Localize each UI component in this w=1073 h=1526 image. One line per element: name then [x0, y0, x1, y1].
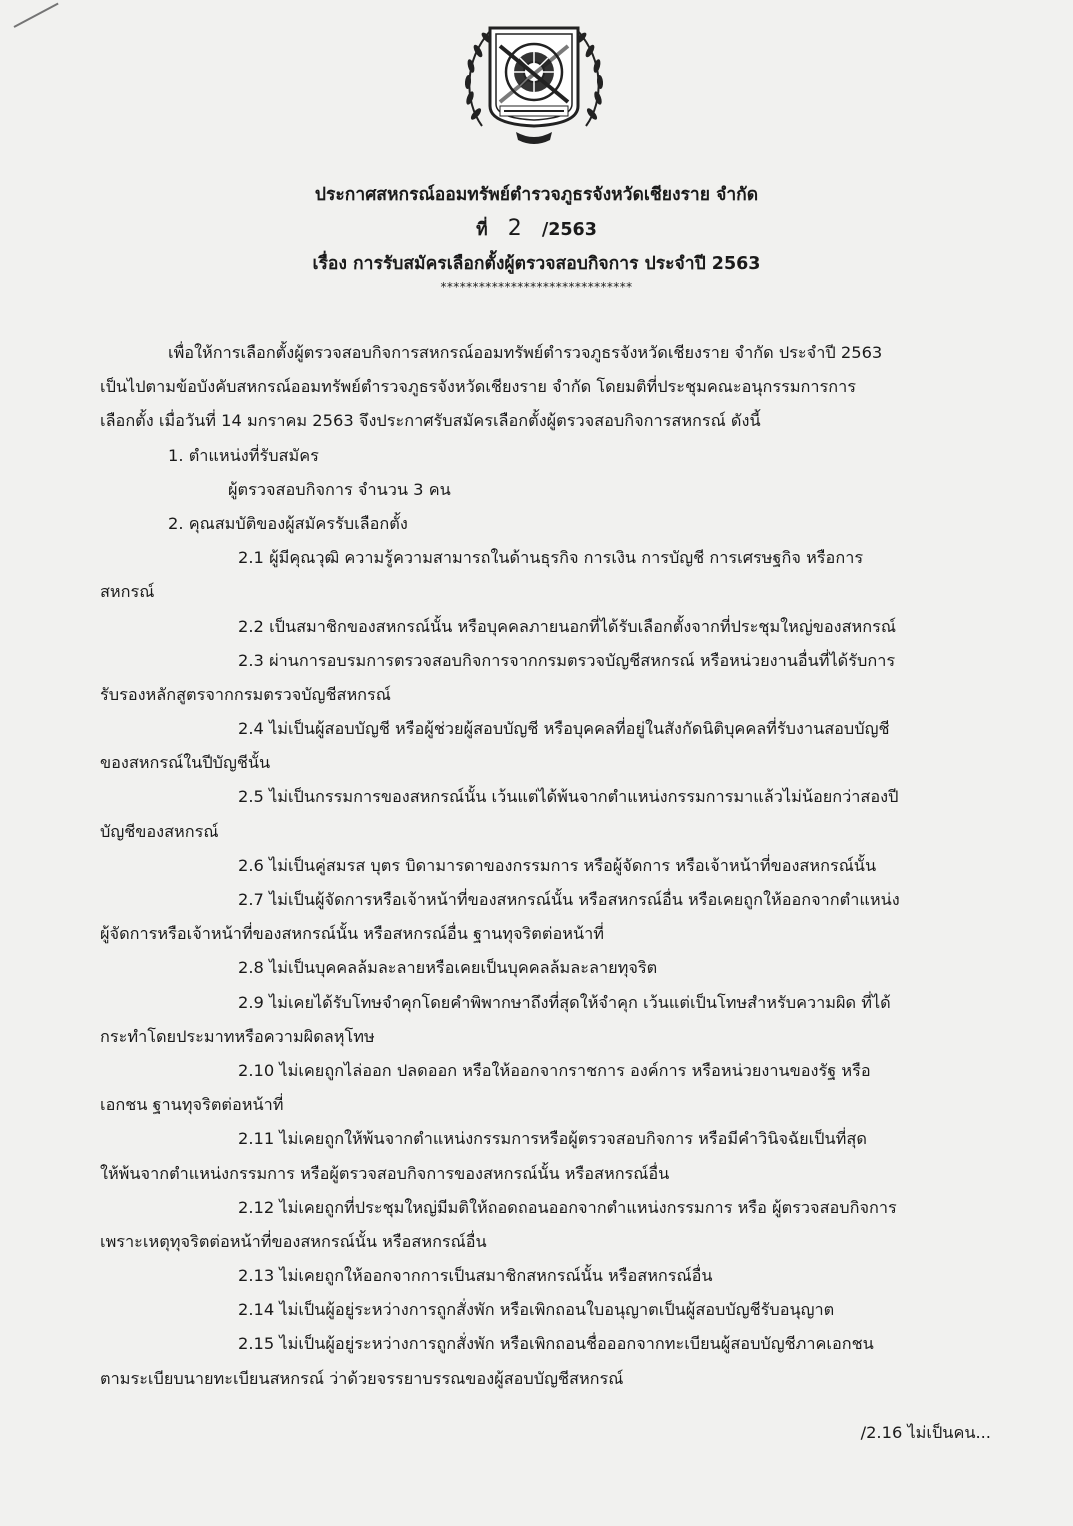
number-year: /2563	[541, 220, 597, 240]
item-2-7: 2.7 ไม่เป็นผู้จัดการหรือเจ้าหน้าที่ของสหกรณ์นั้น หรือสหกรณ์อื่น หรือเคยถูกให้ออกจากตำแหน่ง	[238, 890, 900, 909]
item-2-11-cont: ให้พ้นจากตำแหน่งกรรมการ หรือผู้ตรวจสอบกิจการของสหกรณ์นั้น หรือสหกรณ์อื่น	[100, 1163, 670, 1183]
item-2-11: 2.11 ไม่เคยถูกให้พ้นจากตำแหน่งกรรมการหรือผู้ตรวจสอบกิจการ หรือมีคำวินิจฉัยเป็นที่สุด	[238, 1129, 867, 1149]
document-body	[100, 336, 993, 1396]
continuation-note: /2.16 ไม่เป็นคน...	[860, 1423, 991, 1442]
item-2-10-cont: เอกชน ฐานทุจริตต่อหน้าที่	[100, 1095, 284, 1115]
section-1-detail: ผู้ตรวจสอบกิจการ จำนวน 3 คน	[228, 479, 451, 499]
item-2-7-cont: ผู้จัดการหรือเจ้าหน้าที่ของสหกรณ์นั้น หรือสหกรณ์อื่น ฐานทุจริตต่อหน้าที่	[100, 924, 604, 944]
item-2-15: 2.15 ไม่เป็นผู้อยู่ระหว่างการถูกสั่งพัก หรือเพิกถอนชื่อออกจากทะเบียนผู้สอบบัญชีภาคเอกชน	[238, 1334, 874, 1354]
item-2-5-cont: บัญชีของสหกรณ์	[100, 821, 219, 841]
item-2-4: 2.4 ไม่เป็นผู้สอบบัญชี หรือผู้ช่วยผู้สอบบัญชี หรือบุคคลที่อยู่ในสังกัดนิติบุคคลที่รับงานสอบบัญชี	[238, 719, 890, 739]
item-2-8: 2.8 ไม่เป็นบุคคลล้มละลายหรือเคยเป็นบุคคลล้มละลายทุจริต	[238, 958, 658, 978]
item-2-1: 2.1 ผู้มีคุณวุฒิ ความรู้ความสามารถในด้านธุรกิจ การเงิน การบัญชี การเศรษฐกิจ หรือการ	[238, 548, 864, 568]
section-2-title: 2. คุณสมบัติของผู้สมัครรับเลือกตั้ง	[168, 513, 408, 533]
pen-mark	[14, 3, 59, 28]
number-label: ที่	[476, 220, 488, 240]
item-2-12: 2.12 ไม่เคยถูกที่ประชุมใหญ่มีมติให้ถอดถอนออกจากตำแหน่งกรรมการ หรือ ผู้ตรวจสอบกิจการ	[238, 1197, 897, 1217]
item-2-12-cont: เพราะเหตุทุจริตต่อหน้าที่ของสหกรณ์นั้น หรือสหกรณ์อื่น	[100, 1231, 487, 1251]
announcement-title: ประกาศสหกรณ์ออมทรัพย์ตำรวจภูธรจังหวัดเชียงราย จำกัด	[314, 185, 759, 205]
section-1-title: 1. ตำแหน่งที่รับสมัคร	[168, 445, 319, 465]
stars-divider: ******************************	[440, 280, 633, 294]
item-2-3: 2.3 ผ่านการอบรมการตรวจสอบกิจการจากกรมตรวจบัญชีสหกรณ์ หรือหน่วยงานอื่นที่ได้รับการ	[238, 650, 896, 670]
item-2-10: 2.10 ไม่เคยถูกไล่ออก ปลดออก หรือให้ออกจากราชการ องค์การ หรือหน่วยงานของรัฐ หรือ	[238, 1060, 871, 1080]
item-2-15-cont: ตามระเบียบนายทะเบียนสหกรณ์ ว่าด้วยจรรยาบรรณของผู้สอบบัญชีสหกรณ์	[100, 1368, 624, 1388]
intro-line: เพื่อให้การเลือกตั้งผู้ตรวจสอบกิจการสหกรณ์ออมทรัพย์ตำรวจภูธรจังหวัดเชียงราย จำกัด ประจำปี 2563	[168, 343, 883, 362]
item-2-9-cont: กระทำโดยประมาทหรือความผิดลหุโทษ	[100, 1026, 375, 1046]
announcement-number	[0, 212, 1073, 247]
number-value: 2	[507, 216, 522, 241]
intro-line: เป็นไปตามข้อบังคับสหกรณ์ออมทรัพย์ตำรวจภูธรจังหวัดเชียงราย จำกัด โดยมติที่ประชุมคณะอนุกรรมการการ	[100, 377, 857, 397]
item-2-9: 2.9 ไม่เคยได้รับโทษจำคุกโดยคำพิพากษาถึงที่สุดให้จำคุก เว้นแต่เป็นโทษสำหรับความผิด ที่ได้	[238, 992, 891, 1012]
announcement-subject: เรื่อง การรับสมัครเลือกตั้งผู้ตรวจสอบกิจการ ประจำปี 2563	[312, 254, 761, 274]
item-2-14: 2.14 ไม่เป็นผู้อยู่ระหว่างการถูกสั่งพัก หรือเพิกถอนใบอนุญาตเป็นผู้สอบบัญชีรับอนุญาต	[238, 1300, 835, 1320]
item-2-5: 2.5 ไม่เป็นกรรมการของสหกรณ์นั้น เว้นแต่ได้พ้นจากตำแหน่งกรรมการมาแล้วไม่น้อยกว่าสองปี	[238, 787, 899, 807]
item-2-13: 2.13 ไม่เคยถูกให้ออกจากการเป็นสมาชิกสหกรณ์นั้น หรือสหกรณ์อื่น	[238, 1266, 713, 1286]
item-2-1-cont: สหกรณ์	[100, 582, 155, 602]
cooperative-seal-logo	[454, 6, 614, 154]
item-2-2: 2.2 เป็นสมาชิกของสหกรณ์นั้น หรือบุคคลภายนอกที่ได้รับเลือกตั้งจากที่ประชุมใหญ่ของสหกรณ์	[238, 616, 896, 636]
item-2-6: 2.6 ไม่เป็นคู่สมรส บุตร บิดามารดาของกรรมการ หรือผู้จัดการ หรือเจ้าหน้าที่ของสหกรณ์นั้น	[238, 855, 877, 875]
item-2-4-cont: ของสหกรณ์ในปีบัญชีนั้น	[100, 753, 271, 773]
item-2-3-cont: รับรองหลักสูตรจากกรมตรวจบัญชีสหกรณ์	[100, 684, 391, 704]
announcement-header	[0, 178, 1073, 295]
intro-line: เลือกตั้ง เมื่อวันที่ 14 มกราคม 2563 จึงประกาศรับสมัครเลือกตั้งผู้ตรวจสอบกิจการสหกรณ์ ดังนี้	[100, 411, 761, 431]
